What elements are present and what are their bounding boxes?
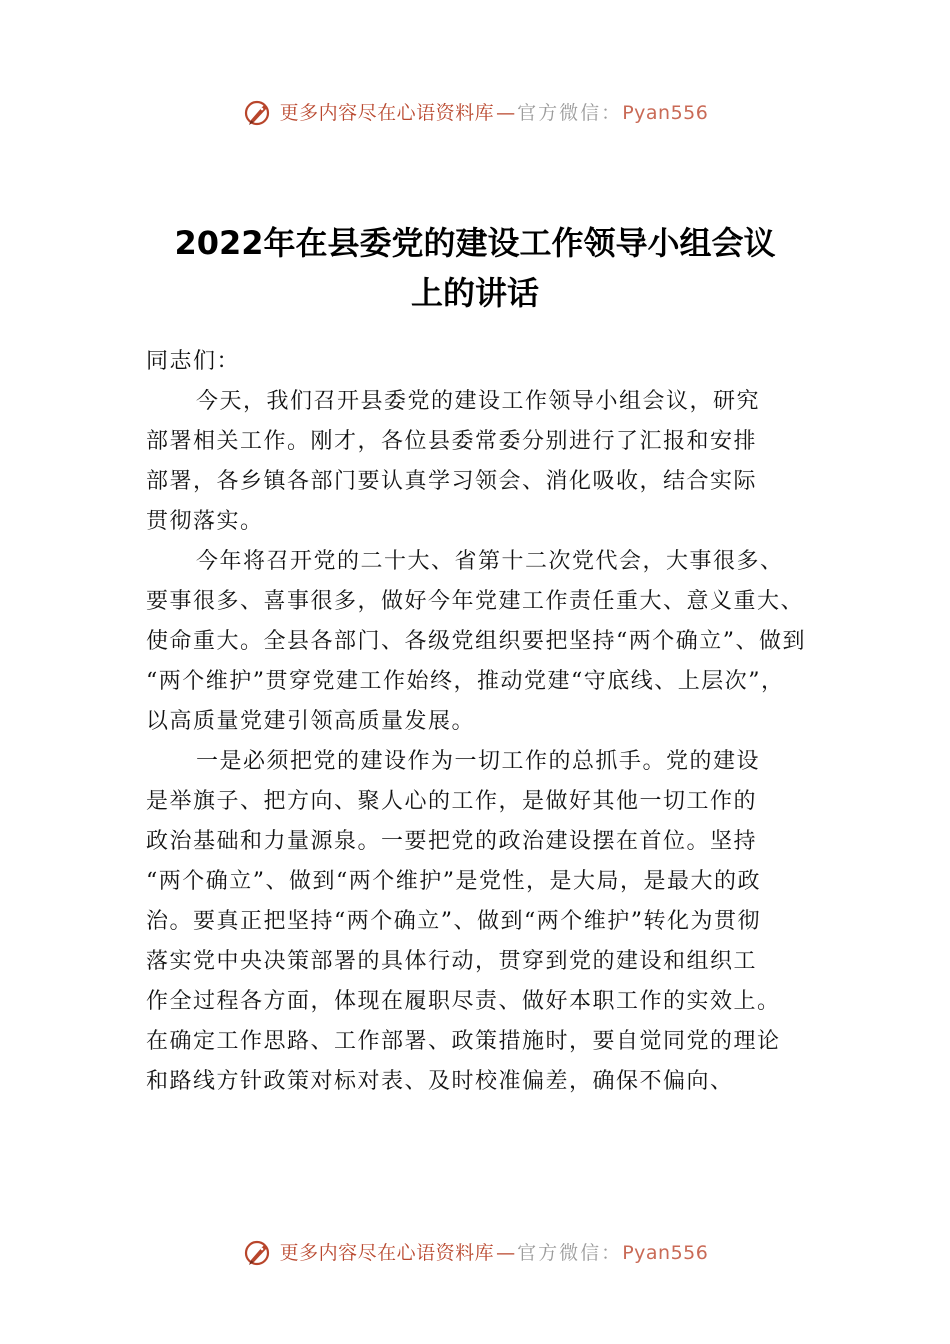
document-title [60,218,890,318]
body-line: 贯彻落实。 [146,509,264,534]
body-line: 作全过程各方面，体现在履职尽责、做好本职工作的实效上。 [146,989,781,1014]
banner-wechat-handle: Pyan556 [622,1242,709,1264]
body-line: 政治基础和力量源泉。一要把党的政治建设摆在首位。坚持 [146,829,758,854]
body-line: 部署相关工作。刚才，各位县委常委分别进行了汇报和安排 [146,429,758,454]
banner-slogan: 更多内容尽在心语资料库 [279,1242,495,1264]
body-line: 要事很多、喜事很多，做好今年党建工作责任重大、意义重大、 [146,589,805,614]
body-line: 今年将召开党的二十大、省第十二次党代会，大事很多、 [196,549,784,574]
banner-slogan: 更多内容尽在心语资料库 [279,102,495,124]
salutation: 同志们： [146,349,241,374]
banner-wechat-label: 官方微信： [517,1242,623,1264]
banner-dash: — [496,102,516,124]
body-line: 部署，各乡镇各部门要认真学习领会、消化吸收，结合实际 [146,469,758,494]
body-line: “两个维护”贯穿党建工作始终，推动党建“守底线、上层次”， [146,669,785,694]
document-body [146,342,846,1102]
body-line: 和路线方针政策对标对表、及时校准偏差，确保不偏向、 [146,1069,734,1094]
pen-nib-logo-icon [242,1238,274,1268]
title-line: 2022年在县委党的建设工作领导小组会议 [174,224,776,262]
body-line: 一是必须把党的建设作为一切工作的总抓手。党的建设 [196,749,761,774]
banner-wechat-handle: Pyan556 [622,102,709,124]
body-line: 治。要真正把坚持“两个确立”、做到“两个维护”转化为贯彻 [146,909,761,934]
pen-nib-logo-icon [242,98,274,128]
body-line: 在确定工作思路、工作部署、政策措施时，要自觉同党的理论 [146,1029,781,1054]
banner-wechat-label: 官方微信： [517,102,623,124]
body-line: “两个确立”、做到“两个维护”是党性，是大局，是最大的政 [146,869,761,894]
body-line: 今天，我们召开县委党的建设工作领导小组会议，研究 [196,389,761,414]
footer-banner [0,1238,950,1268]
body-line: 以高质量党建引领高质量发展。 [146,709,476,734]
body-line: 使命重大。全县各部门、各级党组织要把坚持“两个确立”、做到 [146,629,806,654]
body-line: 是举旗子、把方向、聚人心的工作，是做好其他一切工作的 [146,789,758,814]
banner-dash: — [496,1242,516,1264]
body-line: 落实党中央决策部署的具体行动，贯穿到党的建设和组织工 [146,949,758,974]
title-line: 上的讲话 [410,274,539,312]
header-banner [0,98,950,128]
